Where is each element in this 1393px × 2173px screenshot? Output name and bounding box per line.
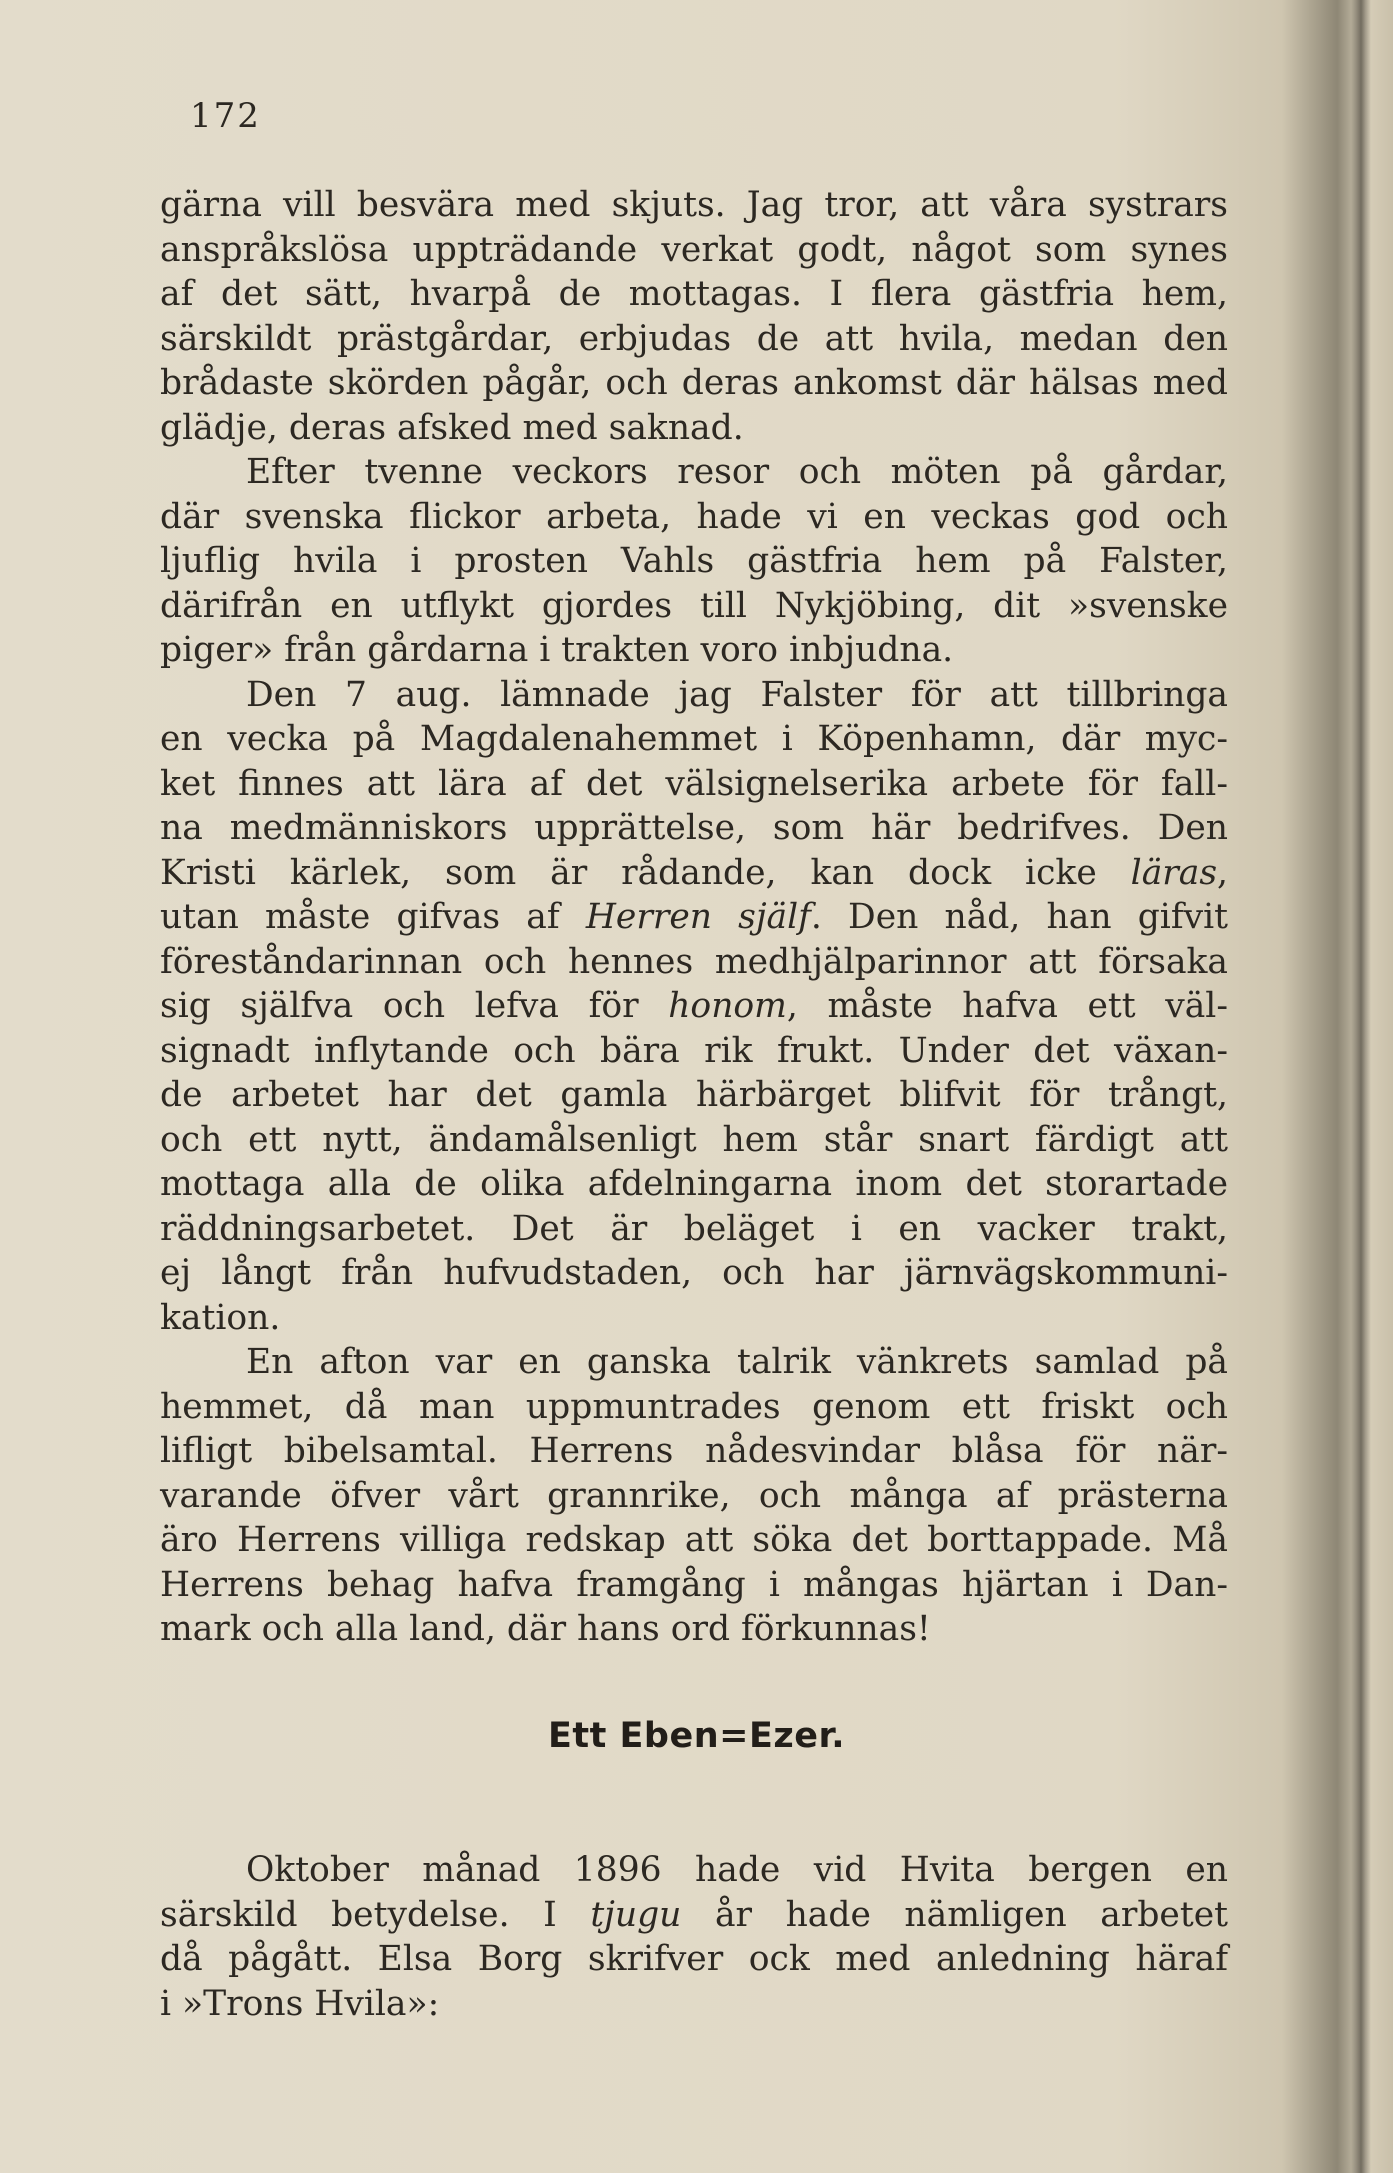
text-line [160,1385,1228,1430]
section-body-text-block [160,1848,1228,2026]
text-line [160,1474,1228,1519]
text-line [160,584,1228,629]
italic-emphasis: tjugu [590,1894,682,1935]
text-line [160,539,1228,584]
text-line-content: där svenska flickor arbeta, hade vi en veckas god och [160,496,1228,537]
text-line [160,1073,1228,1118]
text-line [160,228,1228,273]
text-line-content: Efter tvenne veckors resor och möten på gårdar, [246,452,1228,492]
text-line [160,1563,1228,1608]
text-line-content: ljuflig hvila i prosten Vahls gästfria hem på Falster, [160,541,1228,581]
text-line-continuation: år hade nämligen arbetet [681,1894,1228,1935]
text-line-content: gärna vill besvära med skjuts. Jag tror, att våra systrars [160,185,1228,225]
text-line-content: na medmänniskors upprättelse, som här bedrifves. Den [160,808,1228,848]
text-line [160,984,1228,1029]
text-line [160,272,1228,317]
text-line [160,1029,1228,1074]
text-line-content: mottaga alla de olika afdelningarna inom det storartade [160,1164,1228,1204]
section-heading: Ett Eben=Ezer. [547,1716,846,1756]
text-line-content: äro Herrens villiga redskap att söka det borttappade. Må [160,1520,1228,1560]
text-line [160,1251,1228,1296]
text-line-content: glädje, deras afsked med saknad. [160,407,744,448]
text-line-content: En afton var en ganska talrik vänkrets samlad på [246,1342,1228,1382]
text-line [160,717,1228,762]
text-line [160,1429,1228,1474]
italic-emphasis: honom [668,986,787,1026]
page-gutter-shadow [1351,0,1371,2173]
text-line-content: då pågått. Elsa Borg skrifver ock med anledning häraf [160,1939,1228,1979]
text-line [160,1207,1228,1252]
italic-emphasis: läras [1130,852,1218,893]
text-line-content: särskildt prästgårdar, erbjudas de att hvila, medan den [160,318,1228,359]
text-line-content: en vecka på Magdalenahemmet i Köpenhamn, där myc- [160,719,1228,759]
body-text-block [160,183,1228,1652]
text-line-content: hemmet, då man uppmuntrades genom ett friskt och [160,1386,1228,1427]
text-line-continuation: , [1217,852,1228,893]
text-line [160,940,1228,985]
text-line [160,895,1228,940]
text-line-content: och ett nytt, ändamålsenligt hem står snart färdigt att [160,1119,1228,1160]
text-line [160,1162,1228,1207]
text-line-content: de arbetet har det gamla härbärget blifvit för trångt, [160,1075,1228,1115]
text-line-content: Herrens behag hafva framgång i mångas hjärtan i Dan- [160,1564,1228,1605]
italic-emphasis: Herren själf [585,897,811,937]
text-line [160,1118,1228,1163]
text-line-content: Oktober månad 1896 hade vid Hvita bergen en [246,1850,1228,1890]
text-line-content: i »Trons Hvila»: [160,1983,440,2024]
text-line-content: ej långt från hufvudstaden, och har järnvägskommuni- [160,1253,1228,1293]
text-line [160,806,1228,851]
text-line [160,183,1228,228]
text-line-content: varande öfver vårt grannrike, och många af prästerna [160,1475,1228,1516]
text-line [160,406,1228,451]
text-line [160,317,1228,362]
text-line [160,361,1228,406]
text-line [160,450,1228,495]
text-line [160,495,1228,540]
text-line [160,1982,1228,2027]
text-line [160,1893,1228,1938]
text-line-content: anspråkslösa uppträdande verkat godt, något som synes [160,229,1228,270]
text-line-content: ket finnes att lära af det välsignelserika arbete för fall- [160,763,1228,804]
text-line-content: piger» från gårdarna i trakten voro inbjudna. [160,630,954,670]
text-line [160,1340,1228,1385]
text-line-content: mark och alla land, där hans ord förkunnas! [160,1609,931,1649]
text-line-content: signadt inflytande och bära rik frukt. Under det växan- [160,1030,1228,1071]
text-line [160,1518,1228,1563]
text-line [160,673,1228,718]
text-line-content: kation. [160,1297,281,1338]
text-line [160,1296,1228,1341]
text-line-continuation: , måste hafva ett väl- [786,986,1228,1026]
text-line [160,851,1228,896]
text-line [160,1607,1228,1652]
text-line-content: utan måste gifvas af [160,897,586,937]
text-line-content: sig själfva och lefva för [160,986,669,1026]
text-line-continuation: . Den nåd, han gifvit [810,897,1228,937]
text-line-content: Kristi kärlek, som är rådande, kan dock icke [160,852,1131,893]
text-line-content: särskild betydelse. I [160,1894,591,1935]
text-line [160,628,1228,673]
text-line [160,1848,1228,1893]
text-line-content: af det sätt, hvarpå de mottagas. I flera gästfria hem, [160,274,1228,314]
text-line-content: Den 7 aug. lämnade jag Falster för att tillbringa [246,674,1228,715]
text-line-content: brådaste skörden pågår, och deras ankomst där hälsas med [160,363,1228,403]
text-line-content: föreståndarinnan och hennes medhjälparinnor att försaka [160,941,1228,982]
text-line-content: lifligt bibelsamtal. Herrens nådesvindar blåsa för när- [160,1431,1228,1471]
text-line-content: därifrån en utflykt gjordes till Nykjöbing, dit »svenske [160,585,1228,626]
text-line [160,762,1228,807]
text-line-content: räddningsarbetet. Det är beläget i en vacker trakt, [160,1208,1228,1249]
text-line [160,1937,1228,1982]
page-number: 172 [190,96,261,136]
